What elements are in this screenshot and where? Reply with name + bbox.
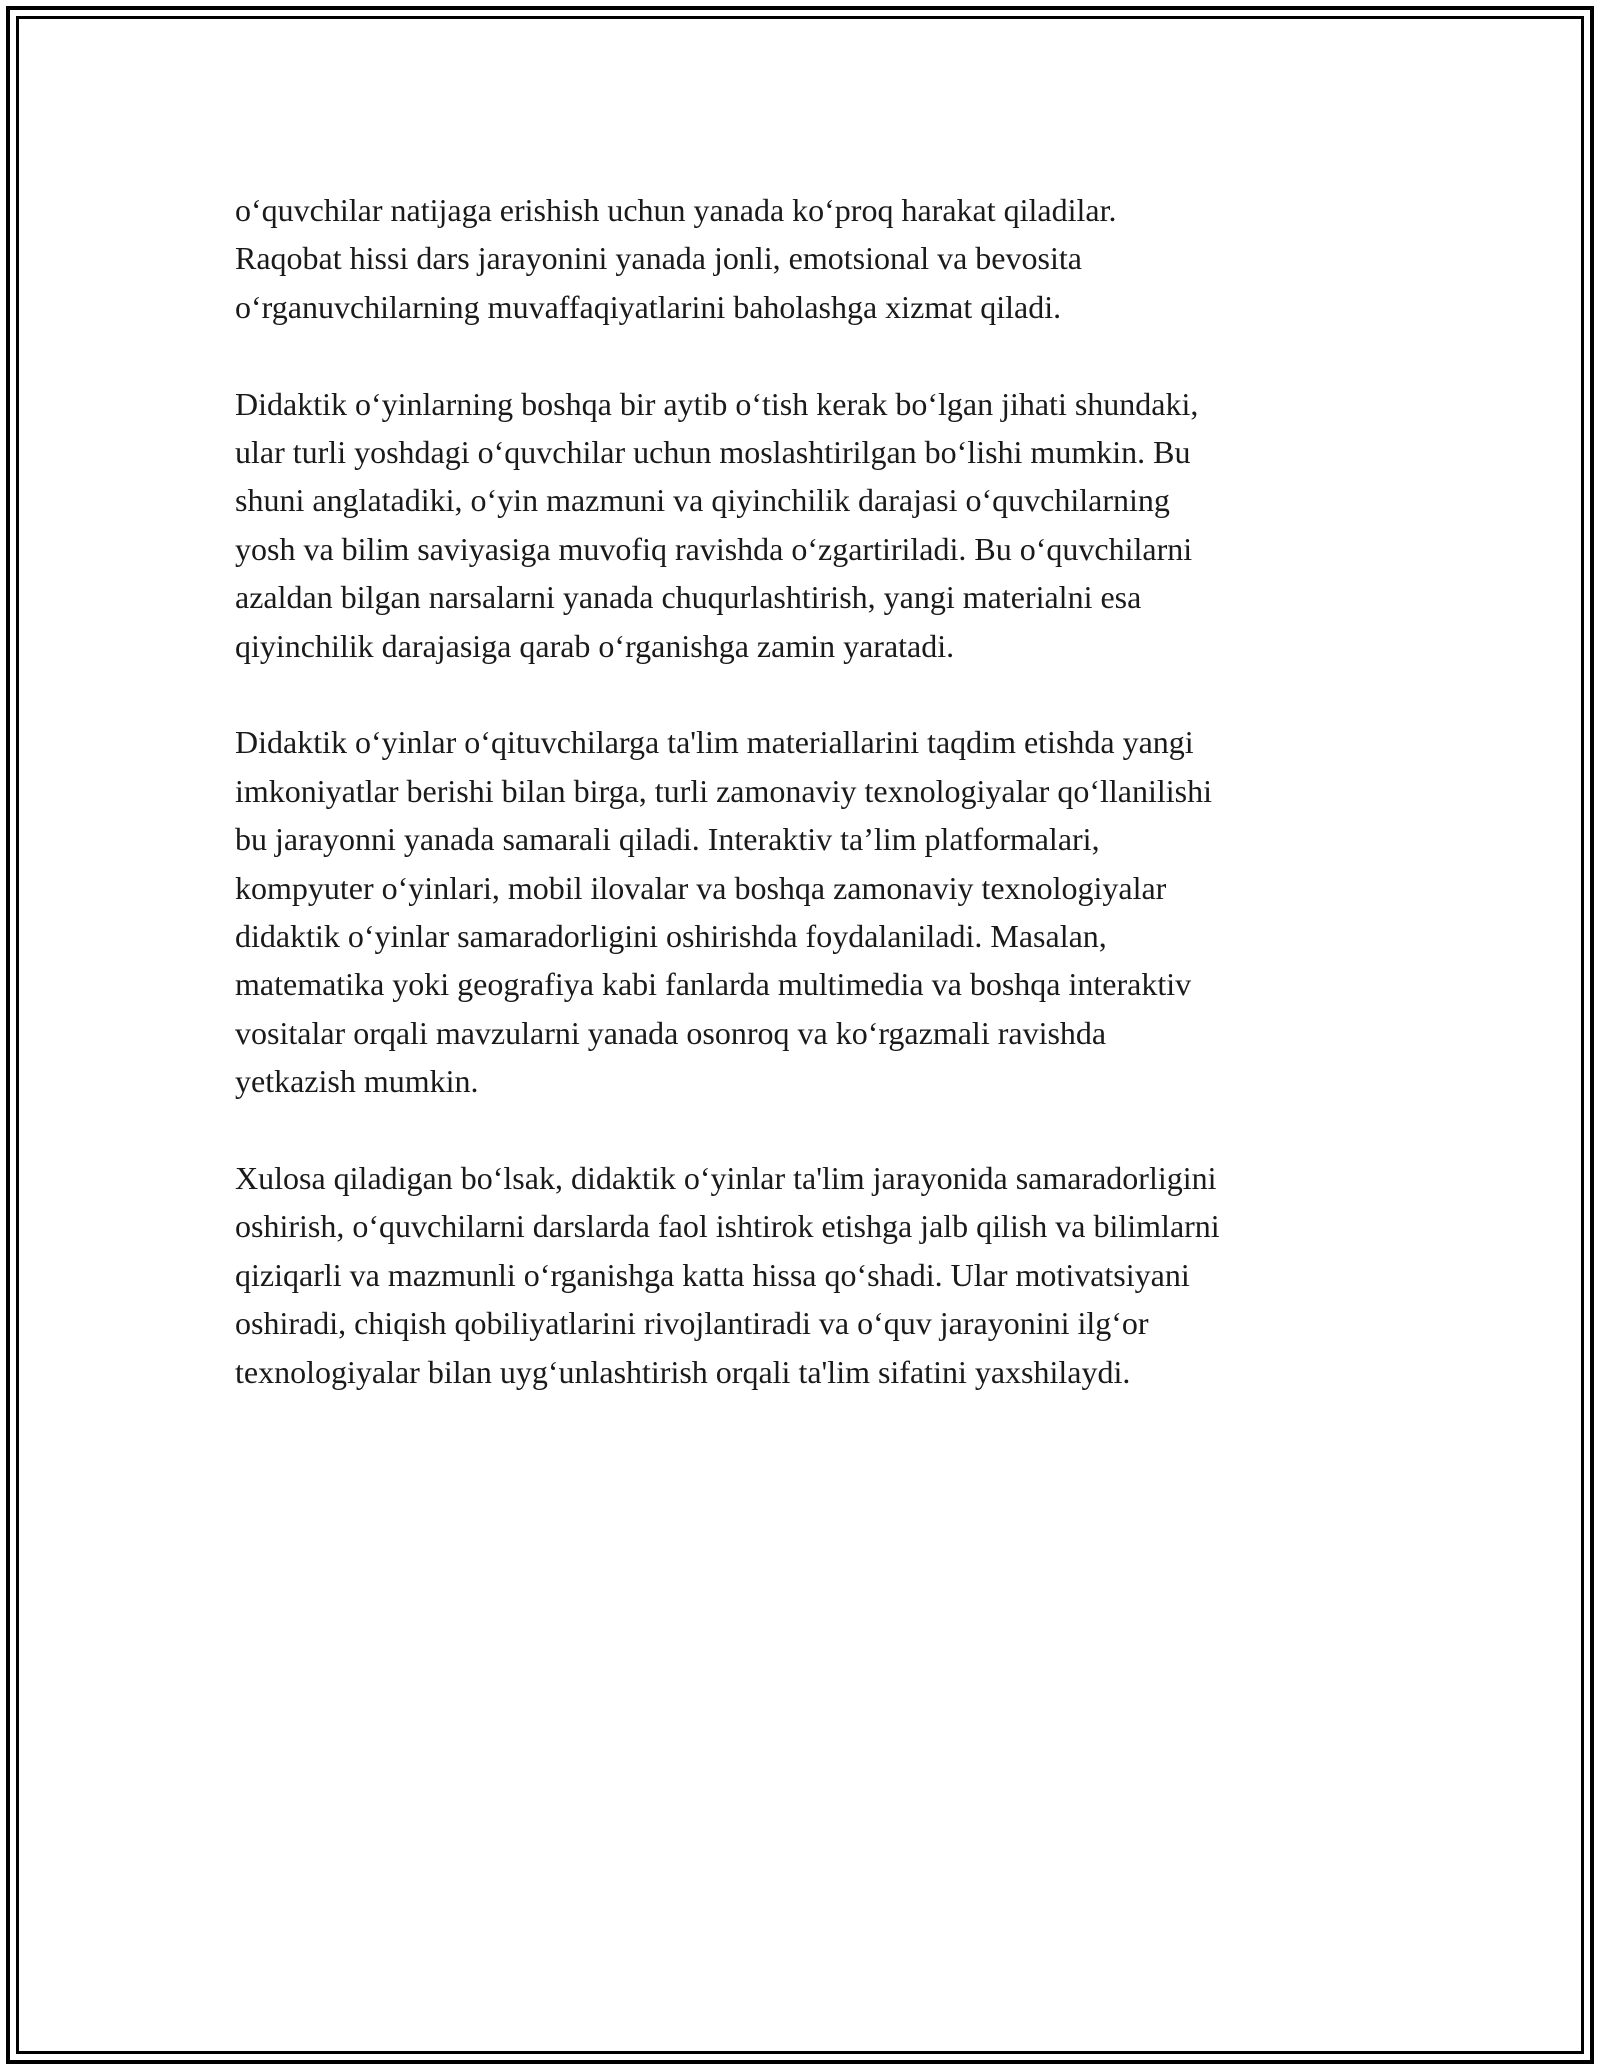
text-line: vositalar orqali mavzularni yanada osonroq va ko‘rgazmali ravishda	[235, 1014, 1107, 1051]
text-line: texnologiyalar bilan uyg‘unlashtirish orqali ta'lim sifatini yaxshilaydi.	[235, 1353, 1131, 1390]
text-line: ular turli yoshdagi o‘quvchilar uchun moslashtirilgan bo‘lishi mumkin. Bu	[235, 434, 1191, 471]
text-line: oshirish, o‘quvchilarni darslarda faol ishtirok etishga jalb qilish va bilimlarni	[235, 1208, 1220, 1245]
text-line: Didaktik o‘yinlarning boshqa bir aytib o‘tish kerak bo‘lgan jihati shundaki,	[235, 385, 1199, 422]
text-line: bu jarayonni yanada samarali qiladi. Interaktiv ta’lim platformalari,	[235, 821, 1100, 858]
paragraph-2	[235, 380, 1395, 670]
paragraph-4	[235, 1154, 1395, 1396]
text-line: o‘quvchilar natijaga erishish uchun yanada ko‘proq harakat qiladilar.	[235, 192, 1117, 228]
text-line: matematika yoki geografiya kabi fanlarda multimedia va boshqa interaktiv	[235, 966, 1192, 1003]
text-line: qiziqarli va mazmunli o‘rganishga katta hissa qo‘shadi. Ular motivatsiyani	[235, 1256, 1190, 1293]
text-line: yetkazish mumkin.	[235, 1063, 479, 1100]
text-line: Raqobat hissi dars jarayonini yanada jonli, emotsional va bevosita	[235, 240, 1082, 277]
paragraph-3	[235, 718, 1395, 1105]
text-line: kompyuter o‘yinlari, mobil ilovalar va boshqa zamonaviy texnologiyalar	[235, 869, 1167, 906]
text-line: azaldan bilgan narsalarni yanada chuqurlashtirish, yangi materialni esa	[235, 579, 1142, 616]
document-body	[235, 186, 1395, 1445]
text-line: Didaktik o‘yinlar o‘qituvchilarga ta'lim materiallarini taqdim etishda yangi	[235, 724, 1194, 761]
text-line: oshiradi, chiqish qobiliyatlarini rivojlantiradi va o‘quv jarayonini ilg‘or	[235, 1305, 1149, 1342]
text-line: yosh va bilim saviyasiga muvofiq ravishda o‘zgartiriladi. Bu o‘quvchilarni	[235, 530, 1193, 567]
paragraph-1	[235, 186, 1395, 331]
text-line: Xulosa qiladigan bo‘lsak, didaktik o‘yinlar ta'lim jarayonida samaradorligini	[235, 1160, 1217, 1197]
text-line: shuni anglatadiki, o‘yin mazmuni va qiyinchilik darajasi o‘quvchilarning	[235, 482, 1170, 519]
text-line: imkoniyatlar berishi bilan birga, turli zamonaviy texnologiyalar qo‘llanilishi	[235, 772, 1212, 809]
text-line: didaktik o‘yinlar samaradorligini oshirishda foydalaniladi. Masalan,	[235, 918, 1107, 955]
text-line: qiyinchilik darajasiga qarab o‘rganishga zamin yaratadi.	[235, 627, 955, 664]
text-line: o‘rganuvchilarning muvaffaqiyatlarini baholashga xizmat qiladi.	[235, 288, 1062, 325]
